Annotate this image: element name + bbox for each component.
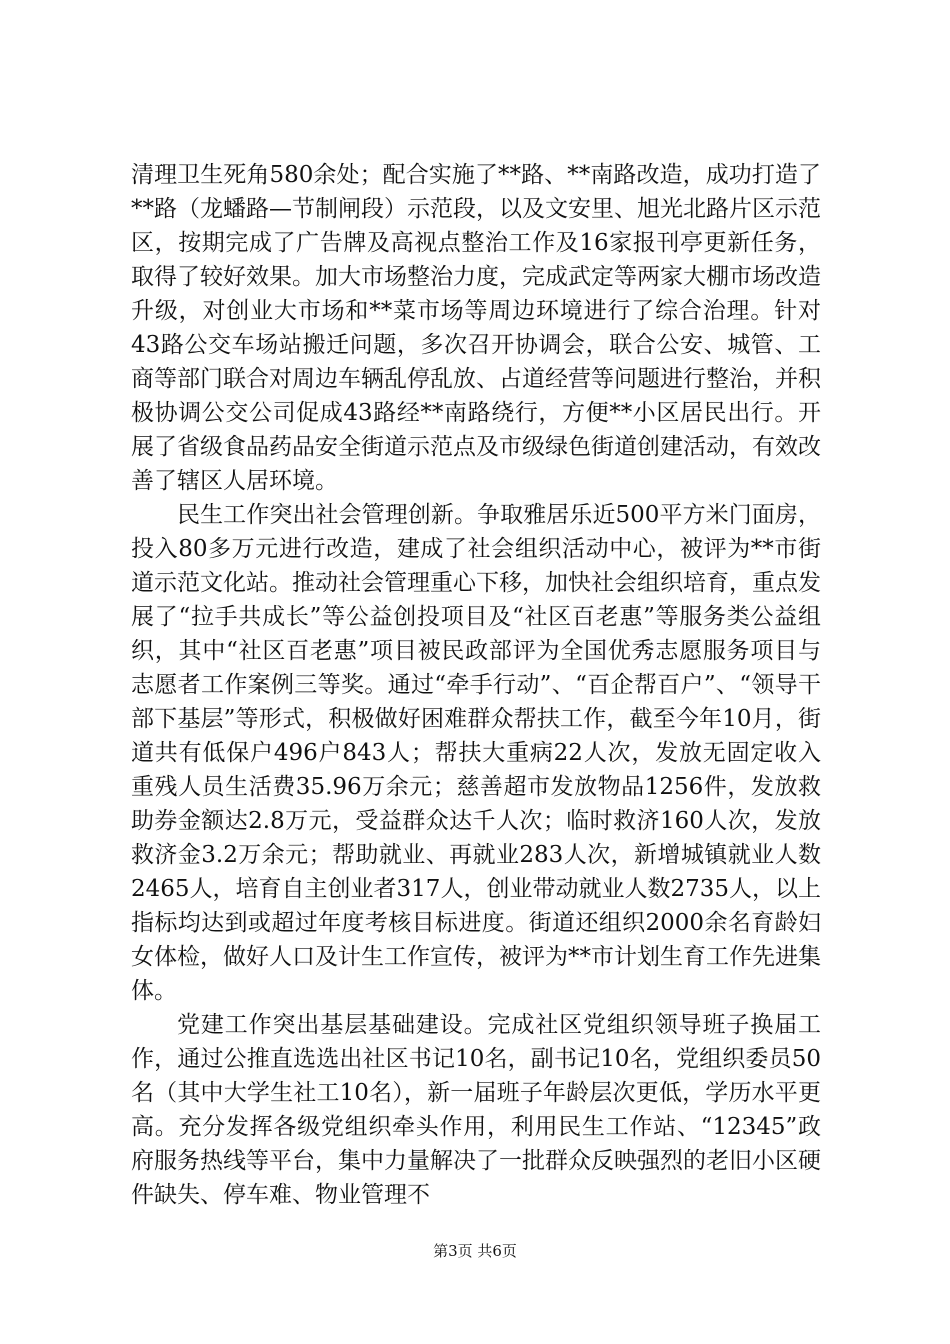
paragraph-1: 清理卫生死角580余处；配合实施了**路、**南路改造，成功打造了**路（龙蟠路—节制闸段）示范段，以及文安里、旭光北路片区示范区，按期完成了广告牌及高视点整治工作及16家报刊亭更新任务，取得了较好效果。加大市场整治力度，完成武定等两家大棚市场改造升级，对创业大市场和**菜市场等周边环境进行了综合治理。针对43路公交车场站搬迁问题，多次召开协调会，联合公安、城管、工商等部门联合对周边车辆乱停乱放、占道经营等问题进行整治，并积极协调公交公司促成43路经**南路绕行，方便**小区居民出行。开展了省级食品药品安全街道示范点及市级绿色街道创建活动，有效改善了辖区人居环境。 xyxy=(131,162,821,494)
paragraph-2: 民生工作突出社会管理创新。争取雅居乐近500平方米门面房，投入80多万元进行改造，建成了社会组织活动中心，被评为**市街道示范文化站。推动社会管理重心下移，加快社会组织培育，重点发展了“拉手共成长”等公益创投项目及“社区百老惠”等服务类公益组织，其中“社区百老惠”项目被民政部评为全国优秀志愿服务项目与志愿者工作案例三等奖。通过“牵手行动”、“百企帮百户”、“领导干部下基层”等形式，积极做好困难群众帮扶工作，截至今年10月，街道共有低保户496户843人；帮扶大重病22人次，发放无固定收入重残人员生活费35.96万余元；慈善超市发放物品1256件，发放救助券金额达2.8万元，受益群众达千人次；临时救济160人次，发放救济金3.2万余元；帮助就业、再就业283人次，新增城镇就业人数2465人，培育自主创业者317人，创业带动就业人数2735人，以上指标均达到或超过年度考核目标进度。街道还组织2000余名育龄妇女体检，做好人口及计生工作宣传，被评为**市计划生育工作先进集体。 xyxy=(131,502,821,1004)
document-body xyxy=(131,158,821,1212)
page-footer: 第3页 共6页 xyxy=(433,1242,517,1260)
paragraph-3: 党建工作突出基层基础建设。完成社区党组织领导班子换届工作，通过公推直选选出社区书记10名，副书记10名，党组织委员50名（其中大学生社工10名），新一届班子年龄层次更低，学历水平更高。充分发挥各级党组织牵头作用，利用民生工作站、“12345”政府服务热线等平台，集中力量解决了一批群众反映强烈的老旧小区硬件缺失、停车难、物业管理不 xyxy=(131,1012,821,1208)
